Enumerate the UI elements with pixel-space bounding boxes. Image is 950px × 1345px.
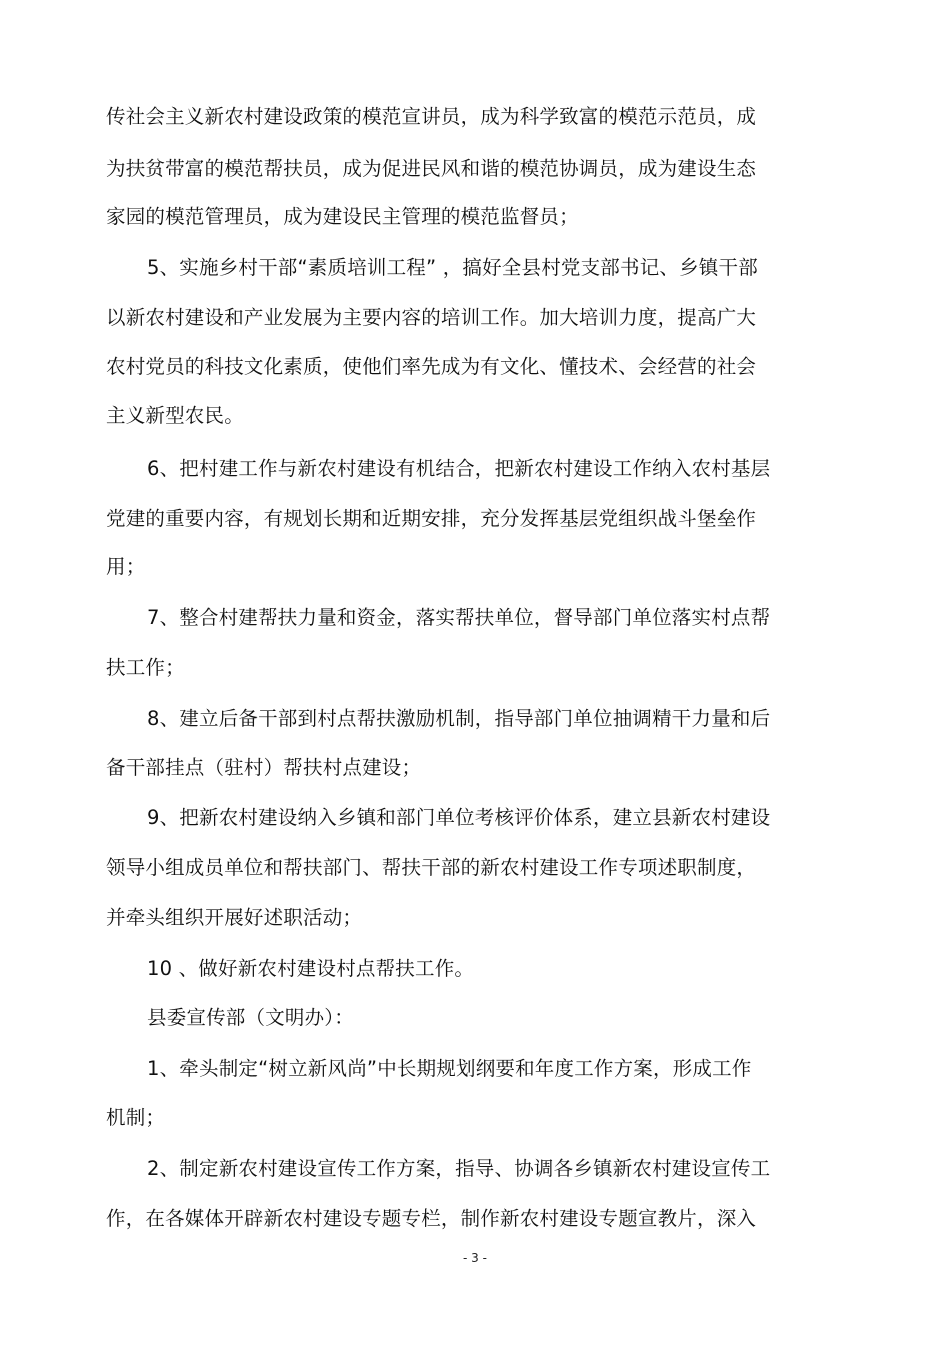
text-line: 9、把新农村建设纳入乡镇和部门单位考核评价体系，建立县新农村建设 xyxy=(147,806,771,829)
text-line: 为扶贫带富的模范帮扶员，成为促进民风和谐的模范协调员，成为建设生态 xyxy=(106,157,757,180)
text-line: 扶工作； xyxy=(106,656,185,679)
text-line: 机制； xyxy=(106,1106,166,1129)
text-line: 用； xyxy=(106,555,146,578)
text-line: 主义新型农民。 xyxy=(106,404,244,427)
text-line: 5、实施乡村干部“素质培训工程” ，搞好全县村党支部书记、乡镇干部 xyxy=(147,256,758,279)
page-number: - 3 - xyxy=(463,1251,487,1265)
text-line: 备干部挂点（驻村）帮扶村点建设； xyxy=(106,756,422,779)
text-line: 1、牵头制定“树立新风尚”中长期规划纲要和年度工作方案，形成工作 xyxy=(147,1057,752,1080)
text-line: 农村党员的科技文化素质，使他们率先成为有文化、懂技术、会经营的社会 xyxy=(106,355,757,378)
text-line: 家园的模范管理员，成为建设民主管理的模范监督员； xyxy=(106,205,579,228)
text-line: 10 、做好新农村建设村点帮扶工作。 xyxy=(147,957,475,980)
text-line: 传社会主义新农村建设政策的模范宣讲员，成为科学致富的模范示范员，成 xyxy=(106,105,757,128)
text-line: 县委宣传部（文明办）： xyxy=(147,1006,354,1029)
text-line: 6、把村建工作与新农村建设有机结合，把新农村建设工作纳入农村基层 xyxy=(147,457,771,480)
text-line: 并牵头组织开展好述职活动； xyxy=(106,906,363,929)
text-line: 作，在各媒体开辟新农村建设专题专栏，制作新农村建设专题宣教片，深入 xyxy=(106,1207,757,1230)
text-line: 7、整合村建帮扶力量和资金，落实帮扶单位，督导部门单位落实村点帮 xyxy=(147,606,771,629)
text-line: 2、制定新农村建设宣传工作方案，指导、协调各乡镇新农村建设宣传工 xyxy=(147,1157,771,1180)
text-line: 8、建立后备干部到村点帮扶激励机制，指导部门单位抽调精干力量和后 xyxy=(147,707,771,730)
text-line: 党建的重要内容，有规划长期和近期安排，充分发挥基层党组织战斗堡垒作 xyxy=(106,507,757,530)
text-line: 领导小组成员单位和帮扶部门、帮扶干部的新农村建设工作专项述职制度， xyxy=(106,856,757,879)
text-line: 以新农村建设和产业发展为主要内容的培训工作。加大培训力度，提高广大 xyxy=(106,306,757,329)
